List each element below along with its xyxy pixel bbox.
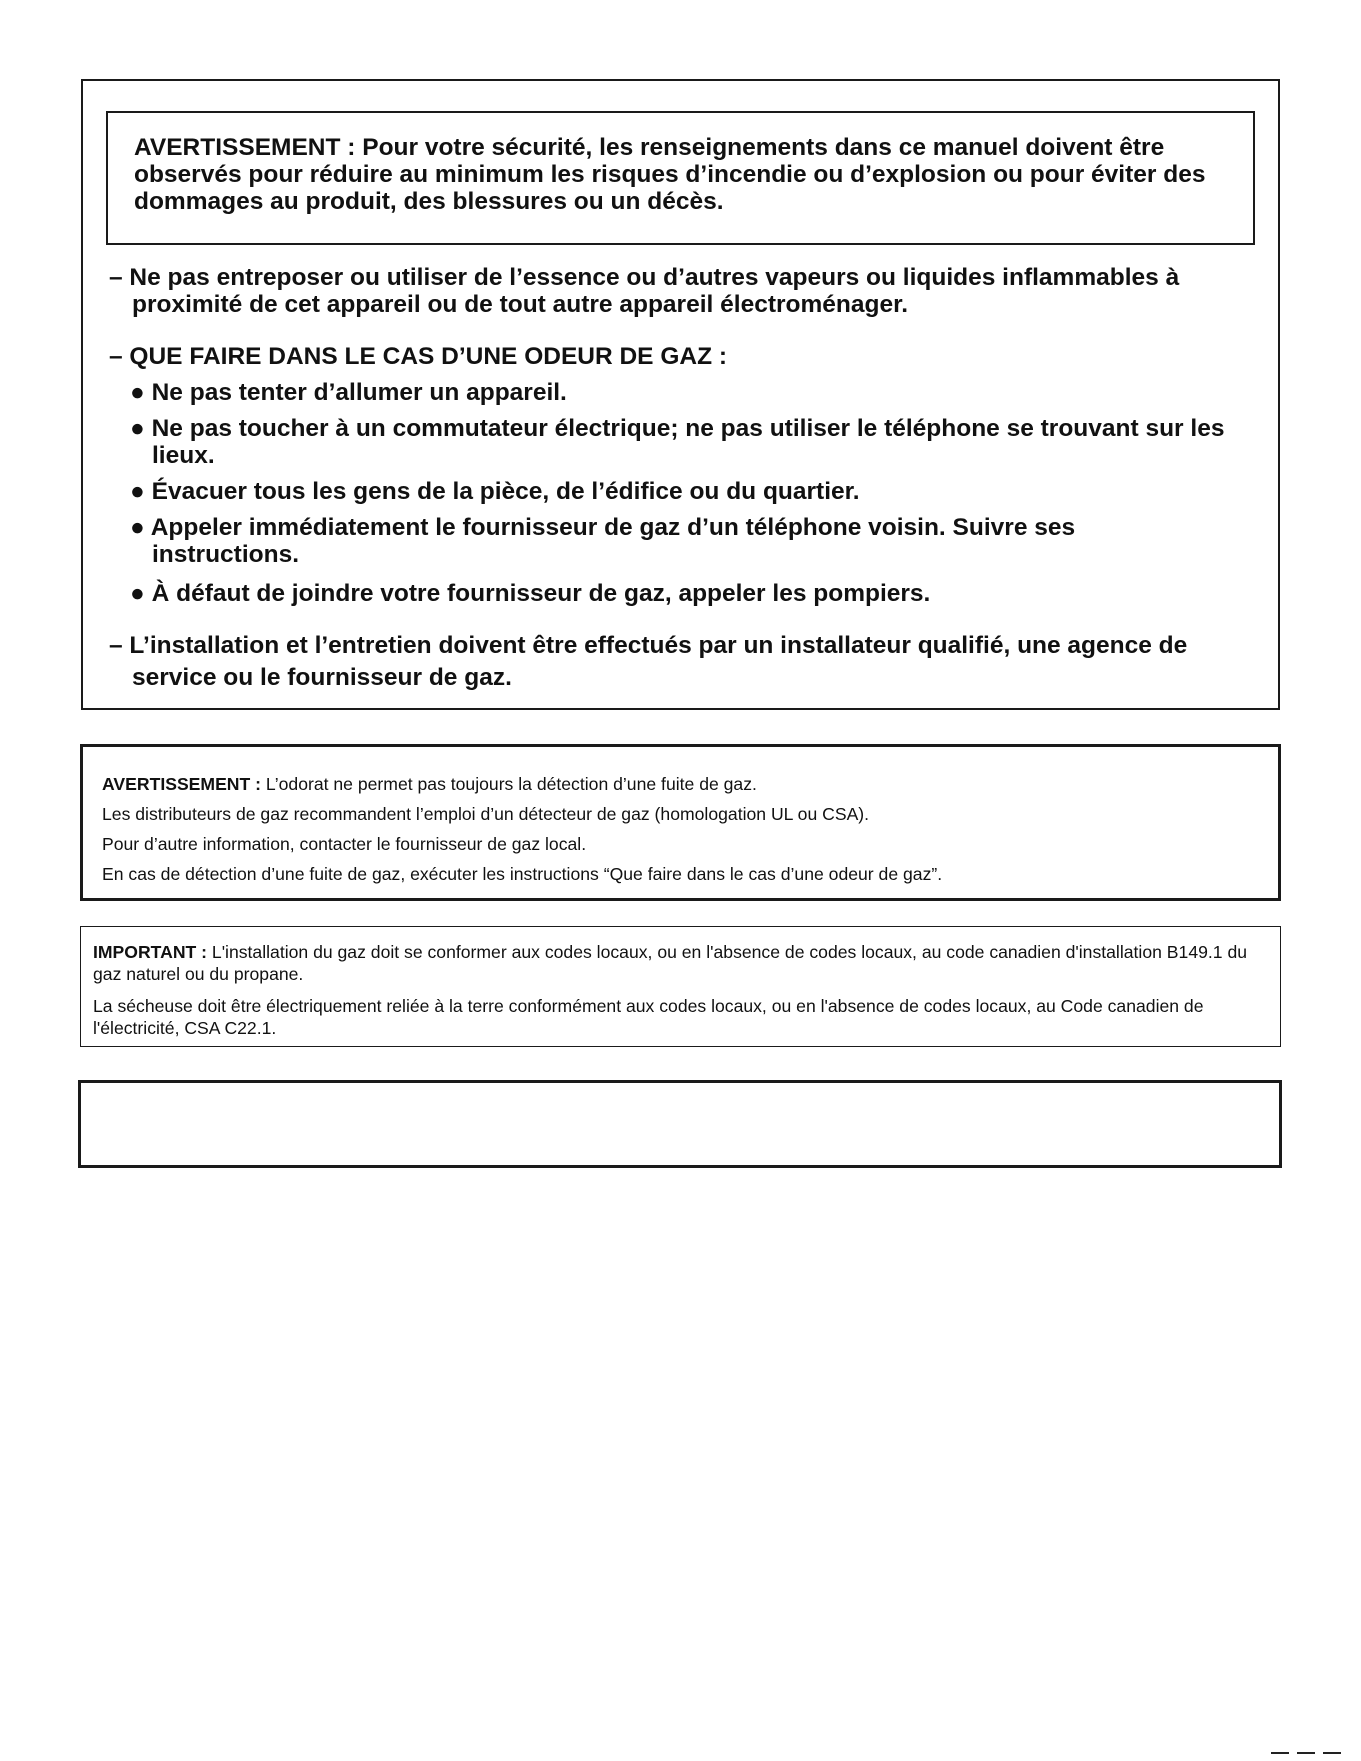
important-para-1: IMPORTANT : L'installation du gaz doit se conformer aux codes locaux, ou en l'absence de codes locaux, au code canadien d'installation B149.1 du gaz naturel ou du propane.	[93, 942, 1248, 984]
bullet-item: ● Ne pas toucher à un commutateur électrique; ne pas utiliser le téléphone se trouvant sur les lieux.	[130, 415, 1225, 469]
gas-odor-heading: – QUE FAIRE DANS LE CAS D’UNE ODEUR DE GAZ :	[109, 343, 728, 370]
odor-line-1: AVERTISSEMENT : L’odorat ne permet pas toujours la détection d’une fuite de gaz.	[102, 774, 757, 794]
safety-warning-box	[81, 79, 1280, 710]
safety-heading: AVERTISSEMENT : Pour votre sécurité, les renseignements dans ce manuel doivent être observés pour réduire au minimum les risques d’incendie ou d’explosion ou pour éviter des dommages au produit, des blessures ou un décès.	[134, 134, 1206, 215]
important-notice-box	[80, 926, 1281, 1047]
bullet-item: ● À défaut de joindre votre fournisseur de gaz, appeler les pompiers.	[130, 580, 931, 607]
important-label: IMPORTANT :	[93, 942, 208, 962]
odor-line-2: Les distributeurs de gaz recommandent l’emploi d’un détecteur de gaz (homologation UL ou CSA).	[102, 804, 870, 824]
safety-heading-box	[106, 111, 1255, 245]
no-flammables-item: – Ne pas entreposer ou utiliser de l’essence ou d’autres vapeurs ou liquides inflammables à proximité de cet appareil ou de tout autre appareil électroménager.	[109, 264, 1180, 318]
odor-line-4: En cas de détection d’une fuite de gaz, exécuter les instructions “Que faire dans le cas d’une odeur de gaz”.	[102, 864, 943, 884]
mark	[1271, 1752, 1289, 1754]
mark	[1297, 1752, 1315, 1754]
page-marks	[1271, 1752, 1341, 1754]
bullet-item: ● Appeler immédiatement le fournisseur de gaz d’un téléphone voisin. Suivre ses instructions.	[130, 514, 1076, 568]
bullet-item: ● Ne pas tenter d’allumer un appareil.	[130, 379, 567, 406]
empty-box	[78, 1080, 1282, 1168]
odor-line-3: Pour d’autre information, contacter le fournisseur de gaz local.	[102, 834, 587, 854]
mark	[1323, 1752, 1341, 1754]
bullet-item: ● Évacuer tous les gens de la pièce, de l’édifice ou du quartier.	[130, 478, 860, 505]
qualified-installer-item: – L’installation et l’entretien doivent être effectués par un installateur qualifié, une agence de service ou le fournisseur de gaz.	[109, 632, 1188, 691]
gas-odor-warning-box	[80, 744, 1281, 901]
warning-label: AVERTISSEMENT :	[102, 774, 262, 794]
important-para-2: La sécheuse doit être électriquement reliée à la terre conformément aux codes locaux, ou en l'absence de codes locaux, au Code canadien de l'électricité, CSA C22.1.	[93, 996, 1204, 1038]
